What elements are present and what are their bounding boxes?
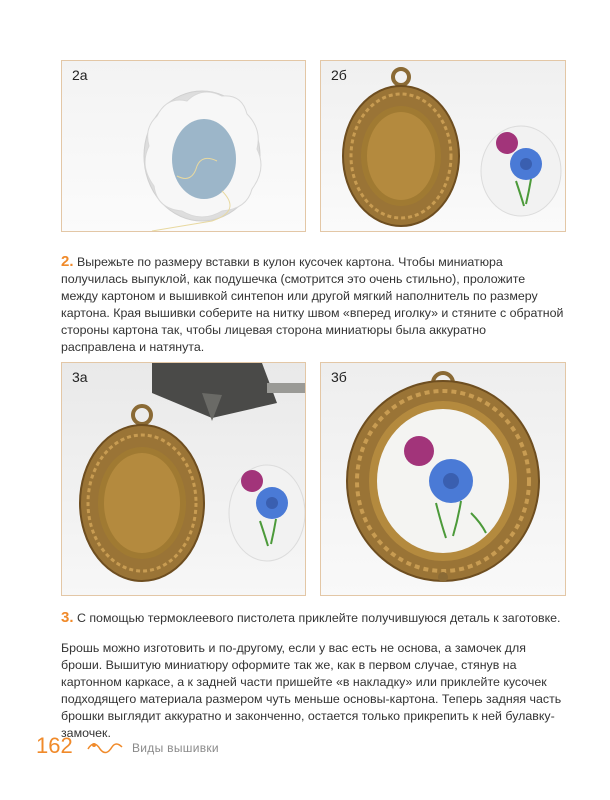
- photo-step-2a: [61, 60, 306, 232]
- step-number: 2.: [61, 253, 74, 270]
- step-3-paragraph: [61, 609, 564, 627]
- page-number: 162: [36, 733, 73, 758]
- photo-step-3a: [61, 362, 306, 596]
- photo-label: 2а: [72, 67, 88, 83]
- step-text: С помощью термоклеевого пистолета приклейте получившуюся деталь к заготовке.: [73, 611, 561, 625]
- photo-label: 2б: [331, 67, 347, 83]
- step-2-paragraph: [61, 253, 564, 356]
- section-title: Виды вышивки: [132, 741, 219, 755]
- frame-and-embroidery-image: [321, 61, 565, 231]
- step-text: Вырежьте по размеру вставки в кулон кусочек картона. Чтобы миниатюра получилась выпуклой, как подушечка (смотрится это очень стильно), проложите между картоном и вышивкой синтепон или другой мягкий наполнитель по размеру картона. Края вышивки соберите на нитку швом «вперед иголку» и стяните с обратной стороны картона так, чтобы лицевая сторона миниатюры была аккуратно расправлена и натянута.: [61, 255, 564, 354]
- photo-step-2b: [320, 60, 566, 232]
- photo-label: 3б: [331, 369, 347, 385]
- finished-pendant-image: [321, 363, 565, 595]
- ornament-icon: [86, 739, 126, 755]
- photo-label: 3а: [72, 369, 88, 385]
- glue-gun-frame-image: [62, 363, 305, 595]
- step-number: 3.: [61, 609, 74, 626]
- fabric-gathered-image: [62, 61, 305, 231]
- brooch-alternative-paragraph: Брошь можно изготовить и по-другому, если у вас есть не основа, а замочек для броши. Вышитую миниатюру оформите так же, как в первом случае, стянув на картонном каркасе, а к задней части пришейте «в накладку» или приклейте кусочек подходящего материала размером чуть меньше основы-картона. Теперь задняя часть брошки выглядит аккуратно и законченно, остается только прикрепить к ней булавку-замочек.: [61, 641, 562, 740]
- photo-step-3b: [320, 362, 566, 596]
